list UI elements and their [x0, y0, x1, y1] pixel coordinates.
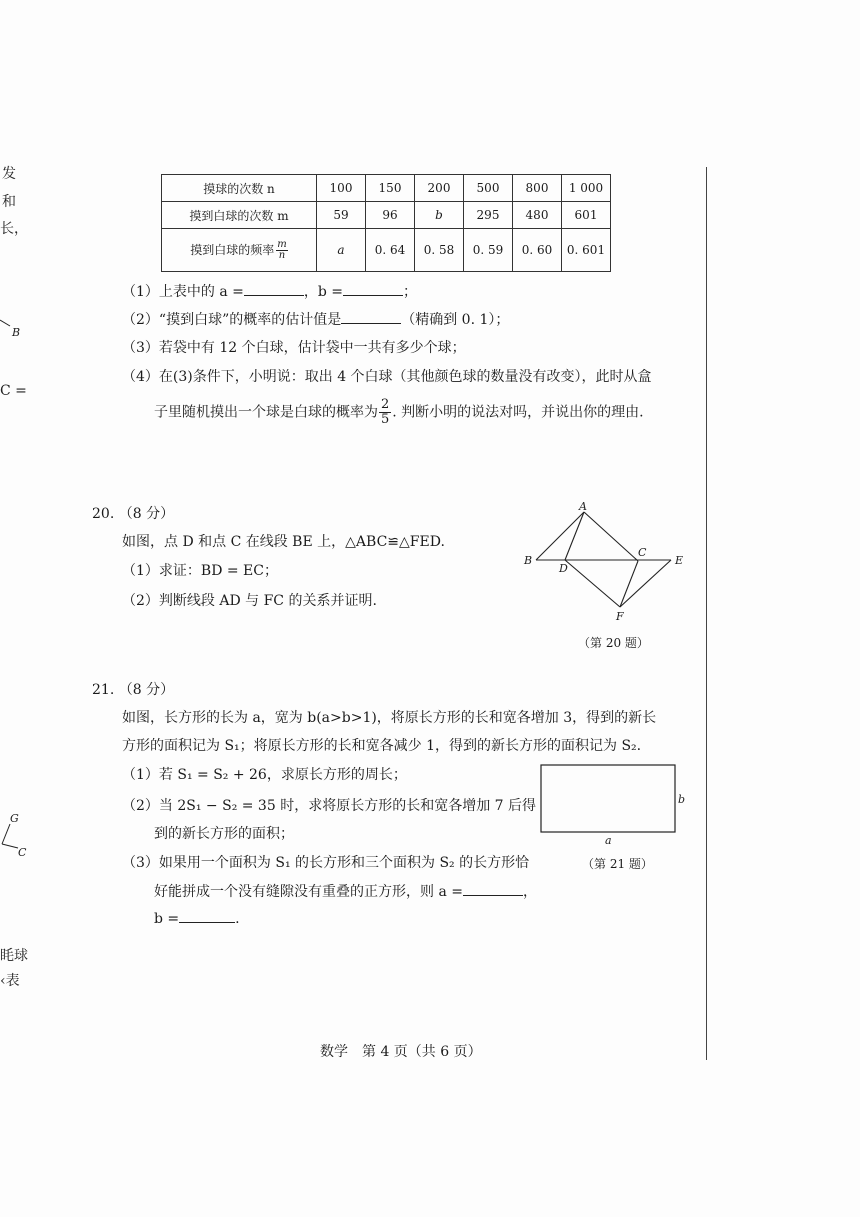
table-cell: 59	[317, 202, 366, 229]
answer-blank	[341, 311, 401, 324]
q21-part3-b	[154, 910, 240, 927]
table-row	[162, 229, 611, 272]
point-label-f: F	[616, 610, 624, 623]
probability-fraction	[379, 398, 391, 427]
margin-fragment: C	[18, 846, 27, 859]
q21-part2-cont: 到的新长方形的面积；	[154, 826, 294, 842]
table-row-header: 摸到白球的次数 m	[162, 202, 317, 229]
q21-part3-cont	[154, 881, 537, 901]
q19-part2	[122, 309, 509, 329]
experiment-table	[161, 174, 611, 272]
point-label-d: D	[559, 562, 568, 575]
q19-part2-text: （精确到 0. 1）；	[401, 312, 510, 328]
point-label-b: B	[524, 554, 533, 567]
table-cell: 0. 60	[513, 229, 562, 272]
table-row-header	[162, 229, 317, 272]
q20-stem: 如图，点 D 和点 C 在线段 BE 上，△ABC≌△FED.	[122, 534, 445, 550]
q20-part2: （2）判断线段 AD 与 FC 的关系并证明.	[122, 593, 377, 609]
q20-caption: （第 20 题）	[578, 636, 649, 650]
q21-part3: （3）如果用一个面积为 S₁ 的长方形和三个面积为 S₂ 的长方形恰	[122, 855, 530, 871]
point-label-e: E	[675, 554, 684, 567]
q21-part2: （2）当 2S₁ − S₂ = 35 时，求将原长方形的长和宽各增加 7 后得	[122, 798, 537, 814]
q19-part4: （4）在(3)条件下，小明说：取出 4 个白球（其他颜色球的数量没有改变），此时从盒	[122, 369, 652, 385]
fraction-numerator: m	[277, 238, 287, 250]
margin-fragment: G	[10, 812, 19, 825]
margin-fragment: C =	[0, 383, 27, 399]
table-cell: 0. 58	[415, 229, 464, 272]
margin-fragment: ‹表	[0, 973, 20, 989]
table-cell: 480	[513, 202, 562, 229]
table-cell: b	[415, 202, 464, 229]
q19-part4-cont	[154, 398, 644, 427]
table-cell: 100	[317, 175, 366, 202]
answer-blank	[463, 883, 523, 896]
q21-part3-text: ，	[522, 884, 537, 900]
q19-part1-text: ；	[403, 284, 418, 300]
q20-title: 20. （8 分）	[92, 506, 175, 522]
margin-fragment: 和	[2, 194, 16, 210]
table-cell: 295	[464, 202, 513, 229]
q19-part4-text: . 判断小明的说法对吗，并说出你的理由.	[392, 404, 644, 421]
q21-part3-text: 好能拼成一个没有缝隙没有重叠的正方形，则 a =	[154, 884, 463, 900]
q19-part1-text: （1）上表中的 a =	[122, 284, 244, 300]
answer-blank	[179, 910, 235, 923]
q21-part3-text: .	[235, 911, 240, 927]
table-cell: 200	[415, 175, 464, 202]
table-cell: 601	[562, 202, 611, 229]
table-cell: 96	[366, 202, 415, 229]
table-cell: 0. 59	[464, 229, 513, 272]
q19-part4-text: 子里随机摸出一个球是白球的概率为	[154, 404, 378, 421]
q21-stem-line1: 如图，长方形的长为 a，宽为 b(a>b>1)，将原长方形的长和宽各增加 3，得到的新长	[122, 710, 657, 726]
table-row-header-text: 摸到白球的频率	[190, 242, 275, 257]
answer-blank	[244, 283, 304, 296]
table-cell: 150	[366, 175, 415, 202]
table-row	[162, 202, 611, 229]
q21-part3-text: b =	[154, 911, 180, 927]
answer-blank	[343, 283, 403, 296]
q20-figure	[518, 498, 688, 628]
table-cell: 1 000	[562, 175, 611, 202]
fraction-numerator: 2	[381, 397, 390, 412]
frequency-fraction	[276, 240, 287, 261]
q21-caption: （第 21 题）	[582, 857, 653, 871]
q21-stem-line2: 方形的面积记为 S₁；将原长方形的长和宽各减少 1，得到的新长方形的面积记为 S₂.	[122, 738, 642, 754]
table-cell: 500	[464, 175, 513, 202]
margin-fragment: 长，	[0, 221, 28, 237]
point-label-c: C	[638, 546, 647, 559]
q21-figure	[536, 762, 696, 846]
table-cell: 0. 601	[562, 229, 611, 272]
table-row-header: 摸球的次数 n	[162, 175, 317, 202]
page-divider	[706, 167, 707, 1060]
page-footer: 数学 第 4 页（共 6 页）	[320, 1044, 482, 1060]
q21-title: 21. （8 分）	[92, 682, 175, 698]
side-label-b: b	[678, 793, 686, 806]
q19-part1	[122, 281, 417, 301]
margin-fragment: 眊球	[0, 948, 28, 964]
side-label-a: a	[605, 834, 612, 846]
q20-part1: （1）求证：BD = EC；	[122, 563, 278, 579]
fraction-denominator: 5	[381, 412, 390, 427]
q21-part1: （1）若 S₁ = S₂ + 26，求原长方形的周长；	[122, 767, 407, 783]
q19-part3: （3）若袋中有 12 个白球，估计袋中一共有多少个球；	[122, 340, 466, 356]
margin-fragment: B	[12, 326, 21, 339]
margin-fragment: 发	[2, 166, 16, 182]
table-cell: 800	[513, 175, 562, 202]
table-cell: a	[317, 229, 366, 272]
fraction-denominator: n	[278, 249, 286, 261]
table-row	[162, 175, 611, 202]
q19-part1-text: ，b =	[303, 284, 344, 300]
point-label-a: A	[579, 500, 587, 513]
table-cell: 0. 64	[366, 229, 415, 272]
q19-part2-text: （2）“摸到白球”的概率的估计值是	[122, 312, 342, 328]
